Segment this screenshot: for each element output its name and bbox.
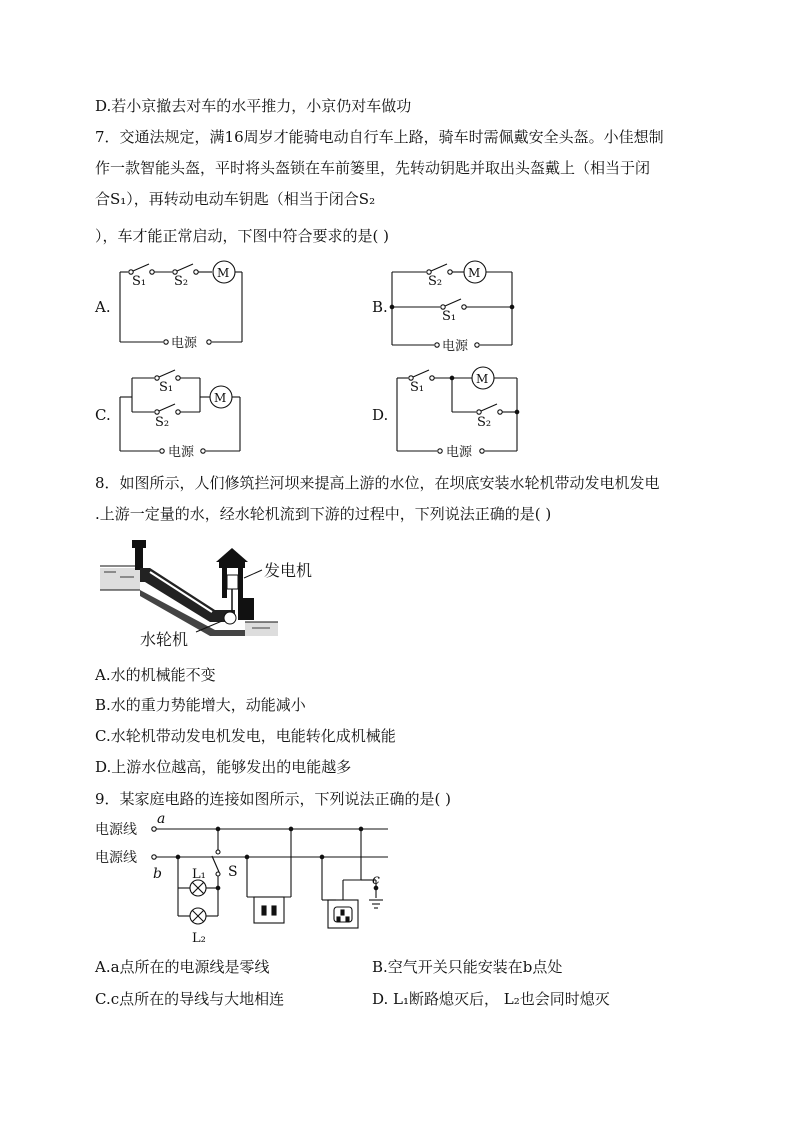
circuit-d-power-label: 电源 [446,445,473,460]
q7-option-b-label: B. [372,298,388,316]
q7-stem-line3: 合S₁），再转动电动车钥匙（相当于闭合S₂ [95,190,376,208]
q7-option-d-label: D. [372,406,389,424]
circuit-b-motor-label: M [468,266,481,280]
lamp-l1-label: L₁ [192,867,206,882]
q7-option-a-label: A. [95,298,111,316]
q8-option-a: A.水的机械能不变 [95,666,216,684]
circuit-c-motor-label: M [214,391,227,405]
point-c-label: c [372,872,380,888]
turbine-label: 水轮机 [140,630,189,649]
q8-stem-line1: 8．如图所示，人们修筑拦河坝来提高上游的水位，在坝底安装水轮机带动发电机发电 [95,474,660,492]
q7-option-c-label: C. [95,406,111,424]
q9-option-d: D. L₁断路熄灭后， L₂也会同时熄灭 [372,990,610,1008]
generator-label: 发电机 [264,561,313,580]
circuit-d-motor-label: M [476,372,489,386]
q8-stem-line2: .上游一定量的水，经水轮机流到下游的过程中，下列说法正确的是( ) [95,505,552,523]
q8-option-d: D.上游水位越高，能够发出的电能越多 [95,758,352,776]
circuit-a-s1-label: S₁ [132,274,147,289]
circuit-c-s1-label: S₁ [159,380,174,395]
q9-option-a: A.a点所在的电源线是零线 [95,958,270,976]
circuit-a-power-label: 电源 [171,336,198,351]
lamp-l2-label: L₂ [192,931,206,946]
q9-stem-line1: 9．某家庭电路的连接如图所示，下列说法正确的是( ) [95,790,452,808]
circuit-d-s1-label: S₁ [410,380,425,395]
circuit-c-s2-label: S₂ [155,415,170,430]
q7-stem-line1: 7．交通法规定，满16周岁才能骑电动自行车上路，骑车时需佩戴安全头盔。小佳想制 [95,128,664,146]
point-b-label: b [153,866,162,882]
circuit-d-s2-label: S₂ [477,415,492,430]
circuit-c-power-label: 电源 [168,445,195,460]
power-line-a-label: 电源线 [95,822,137,838]
circuit-a-s2-label: S₂ [174,274,189,289]
circuit-b-s2-label: S₂ [428,274,443,289]
q8-option-b: B.水的重力势能增大，动能减小 [95,696,306,714]
q9-option-c: C.c点所在的导线与大地相连 [95,990,285,1008]
power-line-b-label: 电源线 [95,850,137,866]
q7-stem-line2: 作一款智能头盔，平时将头盔锁在车前篓里，先转动钥匙并取出头盔戴上（相当于闭 [95,159,651,177]
q7-stem-line4: ），车才能正常启动，下图中符合要求的是( ) [95,227,389,245]
switch-s-label: S [228,864,238,880]
q8-option-c: C.水轮机带动发电机发电，电能转化成机械能 [95,727,396,745]
q9-option-b: B.空气开关只能安装在b点处 [372,958,563,976]
circuit-b-power-label: 电源 [442,339,469,354]
circuit-b-s1-label: S₁ [442,309,457,324]
point-a-label: a [157,811,166,827]
circuit-a-motor-label: M [217,266,230,280]
q6-option-d: D.若小京撤去对车的水平推力，小京仍对车做功 [95,97,412,115]
